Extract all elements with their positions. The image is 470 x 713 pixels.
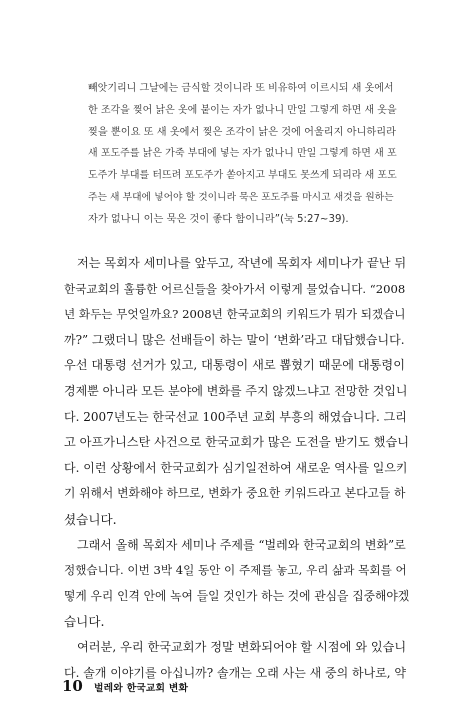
quote-line: 빼앗기리니 그날에는 금식할 것이니라 또 비유하여 이르시되 새 옷에서 — [88, 83, 394, 94]
body-line: 다. 2007년도는 한국선교 100주년 교회 부흥의 해였습니다. 그리 — [64, 409, 407, 424]
body-line: 한국교회의 훌륭한 어르신들을 찾아가서 이렇게 물었습니다. “2008 — [64, 281, 406, 296]
quote-line: 새 포도주를 낡은 가죽 부대에 넣는 자가 없나니 만일 그렇게 하면 새 포 — [88, 148, 397, 160]
body-line: 저는 목회자 세미나를 앞두고, 작년에 목회자 세미나가 끝난 뒤 — [77, 256, 407, 270]
page-footer — [62, 676, 188, 695]
page-number: 10 — [62, 677, 83, 695]
body-line: 정했습니다. 이번 3박 4일 동안 이 주제를 놓고, 우리 삶과 목회를 어 — [64, 563, 407, 578]
body-line: 경제뿐 아니라 모든 분야에 변화를 주지 않겠느냐고 전망한 것입니 — [64, 383, 408, 398]
body-line: 고 아프가니스탄 사건으로 한국교회가 많은 도전을 받기도 했습니 — [64, 435, 409, 450]
scripture-quote — [88, 78, 398, 231]
body-line: 셨습니다. — [64, 511, 117, 527]
running-title: 벌레와 한국교회 변화 — [93, 683, 189, 694]
body-line: 습니다. — [64, 614, 105, 630]
body-line: 다. 솔개 이야기를 아십니까? 솔개는 오래 사는 새 중의 하나로, 약 — [64, 665, 407, 680]
quote-line: 도주가 부대를 터뜨려 포도주가 쏟아지고 부대도 못쓰게 되리라 새 포도 — [88, 170, 397, 182]
quote-line: 자가 없나니 이는 묵은 것이 좋다 함이니라”(눅 5:27~39). — [88, 213, 349, 225]
body-line: 여러분, 우리 한국교회가 정말 변화되어야 할 시점에 와 있습니 — [77, 639, 407, 654]
body-line: 다. 이런 상황에서 한국교회가 심기일전하여 새로운 역사를 일으키 — [64, 460, 408, 475]
body-line: 년 화두는 무엇일까요? 2008년 한국교회의 키워드가 뭐가 되겠습니 — [64, 307, 406, 322]
body-line: 떻게 우리 인격 안에 녹여 들일 것인가 하는 것에 관심을 집중해야겠 — [64, 588, 410, 603]
quote-line: 한 조각을 찢어 낡은 옷에 붙이는 자가 없나니 만일 그렇게 하면 새 옷을 — [88, 104, 397, 116]
body-line: 까?” 그랬더니 많은 선배들이 하는 말이 ‘변화’라고 대답했습니다. — [64, 332, 405, 347]
body-line: 그래서 올해 목회자 세미나 주제를 “벌레와 한국교회의 변화”로 — [77, 537, 406, 552]
quote-line: 주는 새 부대에 넣어야 할 것이니라 묵은 포도주를 마시고 새것을 원하는 — [88, 191, 394, 203]
body-text — [64, 251, 409, 686]
body-line: 기 위해서 변화해야 하므로, 변화가 중요한 키워드라고 본다고들 하 — [64, 486, 406, 501]
quote-line: 찢을 뿐이요 또 새 옷에서 찢은 조각이 낡은 것에 어울리지 아니하리라 — [88, 126, 396, 138]
body-line: 우선 대통령 선거가 있고, 대통령이 새로 뽑혔기 때문에 대통령이 — [64, 358, 405, 373]
